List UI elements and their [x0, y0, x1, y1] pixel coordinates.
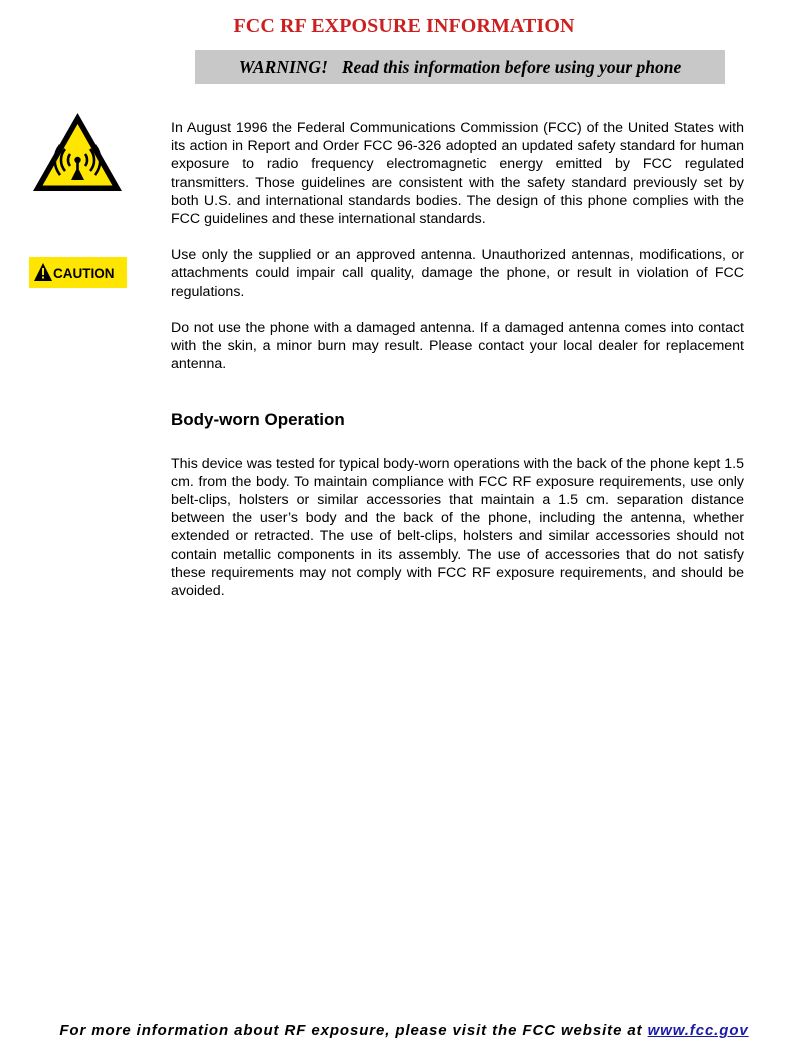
main-content [171, 119, 744, 600]
paragraph-body-worn: This device was tested for typical body-worn operations with the back of the phone kept 1.5 cm. from the body. To maintain compliance with FCC RF exposure requirements, use only belt-clips, holsters or similar accessories that maintain a 1.5 cm. separation distance between the user’s body and the back of the phone, including the antenna, whether extended or retracted. The use of belt-clips, holsters and similar accessories should not contain metallic components in its assembly. The use of accessories that do not satisfy these requirements may not comply with FCC RF exposure requirements, and should be avoided. [171, 455, 744, 600]
radio-frequency-warning-icon [30, 110, 125, 194]
fcc-website-link[interactable]: www.fcc.gov [647, 1022, 749, 1039]
warning-label: WARNING! [238, 56, 328, 77]
warning-text: Read this information before using your phone [341, 56, 682, 77]
section-heading: Body-worn Operation [171, 410, 345, 430]
warning-banner [195, 50, 725, 84]
paragraph-damaged-antenna: Do not use the phone with a damaged antenna. If a damaged antenna comes into contact with the skin, a minor burn may result. Please contact your local dealer for replacement antenna. [171, 319, 744, 373]
paragraph-antenna-caution: Use only the supplied or an approved antenna. Unauthorized antennas, modifications, or attachments could impair call quality, damage the phone, or result in violation of FCC regulations. [171, 247, 744, 300]
caution-badge-text: CAUTION [53, 266, 115, 281]
footer [0, 1022, 808, 1039]
paragraph-fcc-standard: In August 1996 the Federal Communications Commission (FCC) of the United States with its action in Report and Order FCC 96-326 adopted an updated safety standard for human exposure to radio frequency electromagnetic energy emitted by FCC regulated transmitters. Those guidelines are consistent with the safety standard previously set by both U.S. and international standards bodies. The design of this phone complies with the FCC guidelines and these international standards. [171, 120, 744, 228]
page-title: FCC RF EXPOSURE INFORMATION [233, 15, 575, 37]
caution-badge-icon [29, 257, 127, 288]
footer-text: For more information about RF exposure, please visit the FCC website at [59, 1022, 648, 1039]
